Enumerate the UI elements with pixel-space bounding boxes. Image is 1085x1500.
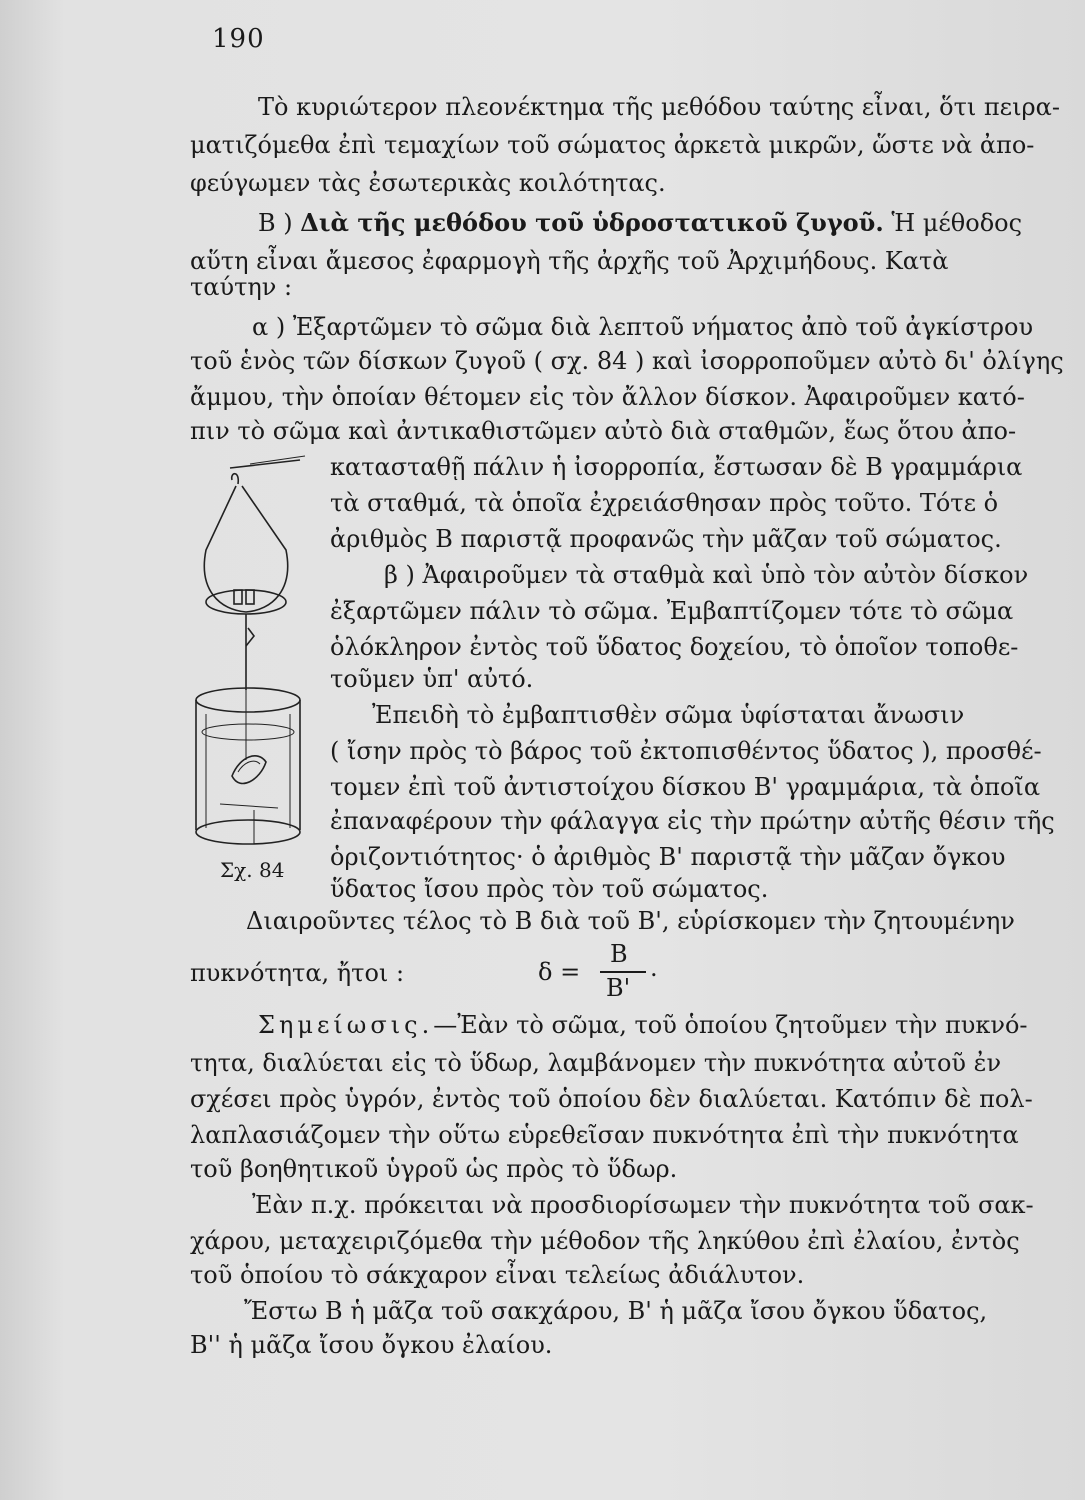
- paragraph-line: ταύτην :: [190, 273, 293, 301]
- step-a-line: α ) Ἐξαρτῶμεν τὸ σῶμα διὰ λεπτοῦ νήματος ἀπὸ τοῦ ἀγκίστρου: [252, 313, 1034, 341]
- step-a-line: τοῦ ἑνὸς τῶν δίσκων ζυγοῦ ( σχ. 84 ) καὶ ἰσορροποῦμεν αὐτὸ δι' ὀλίγης: [190, 347, 1064, 375]
- paragraph-line: ὁριζοντιότητος· ὁ ἀριθμὸς Β' παριστᾷ τὴν μᾶζαν ὄγκου: [330, 843, 1006, 871]
- formula-numerator: Β: [610, 940, 628, 968]
- step-a-line: πιν τὸ σῶμα καὶ ἀντικαθιστῶμεν αὐτὸ διὰ σταθμῶν, ἕως ὅτου ἀπο-: [190, 417, 1017, 445]
- note-label: Σημείωσις.: [258, 1011, 434, 1039]
- paragraph-line: ματιζόμεθα ἐπὶ τεμαχίων τοῦ σώματος ἀρκετὰ μικρῶν, ὥστε νὰ ἀπο-: [190, 131, 1035, 159]
- step-a-line: κατασταθῇ πάλιν ἡ ἰσορροπία, ἔστωσαν δὲ Β γραμμάρια: [330, 453, 1023, 481]
- step-b-line: ἐξαρτῶμεν πάλιν τὸ σῶμα. Ἐμβαπτίζομεν τότε τὸ σῶμα: [330, 597, 1014, 625]
- formula-lhs: δ =: [538, 958, 581, 986]
- paragraph-line: ὕδατος ἴσου πρὸς τὸν τοῦ σώματος.: [330, 875, 769, 903]
- step-a-line: ἄμμου, τὴν ὁποίαν θέτομεν εἰς τὸν ἄλλον δίσκον. Ἀφαιροῦμεν κατό-: [190, 383, 1025, 411]
- paragraph-line: ( ἴσην πρὸς τὸ βάρος τοῦ ἐκτοπισθέντος ὕδατος ), προσθέ-: [330, 737, 1042, 765]
- step-a-line: τὰ σταθμά, τὰ ὁποῖα ἐχρειάσθησαν πρὸς τοῦτο. Τότε ὁ: [330, 489, 999, 517]
- example-line: χάρου, μεταχειριζόμεθα τὴν μέθοδον τῆς ληκύθου ἐπὶ ἐλαίου, ἐντὸς: [190, 1227, 1020, 1255]
- paragraph-line: πυκνότητα, ἤτοι :: [190, 959, 405, 987]
- step-b-line: τοῦμεν ὑπ' αὐτό.: [330, 665, 534, 693]
- section-heading-line: [258, 208, 1022, 238]
- note-line: τητα, διαλύεται εἰς τὸ ὕδωρ, λαμβάνομεν τὴν πυκνότητα αὐτοῦ ἐν: [190, 1049, 1002, 1077]
- paragraph-line: Τὸ κυριώτερον πλεονέκτημα τῆς μεθόδου ταύτης εἶναι, ὅτι πειρα-: [258, 93, 1060, 121]
- example-line: Ἐὰν π.χ. πρόκειται νὰ προσδιορίσωμεν τὴν πυκνότητα τοῦ σακ-: [252, 1191, 1034, 1219]
- closing-line: Β'' ἡ μᾶζα ἴσου ὄγκου ἐλαίου.: [190, 1331, 553, 1359]
- formula-denominator: Β': [606, 974, 631, 1002]
- paragraph-line: φεύγωμεν τὰς ἐσωτερικὰς κοιλότητας.: [190, 169, 666, 197]
- step-b-line: β ) Ἀφαιροῦμεν τὰ σταθμὰ καὶ ὑπὸ τὸν αὐτὸν δίσκον: [384, 561, 1029, 589]
- note-line: [258, 1010, 1028, 1040]
- paragraph-line: ἐπαναφέρουν τὴν φάλαγγα εἰς τὴν πρώτην αὐτῆς θέσιν τῆς: [330, 807, 1055, 835]
- section-label: Β ): [258, 209, 301, 237]
- figure-caption: Σχ. 84: [220, 858, 285, 882]
- closing-line: Ἔστω Β ἡ μᾶζα τοῦ σακχάρου, Β' ἡ μᾶζα ἴσου ὄγκου ὕδατος,: [244, 1297, 988, 1325]
- note-line: λαπλασιάζομεν τὴν οὕτω εὑρεθεῖσαν πυκνότητα ἐπὶ τὴν πυκνότητα: [190, 1121, 1019, 1149]
- section-heading-rest: Ἡ μέθοδος: [883, 209, 1023, 237]
- note-line: τοῦ βοηθητικοῦ ὑγροῦ ὡς πρὸς τὸ ὕδωρ.: [190, 1155, 678, 1183]
- note-line: σχέσει πρὸς ὑγρόν, ἐντὸς τοῦ ὁποίου δὲν διαλύεται. Κατόπιν δὲ πολ-: [190, 1085, 1033, 1113]
- hydrostatic-balance-figure: [190, 450, 320, 890]
- paragraph-line: Ἐπειδὴ τὸ ἐμβαπτισθὲν σῶμα ὑφίσταται ἄνωσιν: [372, 701, 965, 729]
- page-number: 190: [212, 24, 265, 54]
- example-line: τοῦ ὁποίου τὸ σάκχαρον εἶναι τελείως ἀδιάλυτον.: [190, 1261, 805, 1289]
- note-rest: —Ἐὰν τὸ σῶμα, τοῦ ὁποίου ζητοῦμεν τὴν πυκνό-: [433, 1011, 1028, 1039]
- density-formula: [538, 940, 678, 1010]
- formula-end: .: [650, 954, 658, 982]
- section-heading: Διὰ τῆς μεθόδου τοῦ ὑδροστατικοῦ ζυγοῦ.: [300, 208, 884, 237]
- step-a-line: ἀριθμὸς Β παριστᾷ προφανῶς τὴν μᾶζαν τοῦ σώματος.: [330, 525, 1002, 553]
- paragraph-line: Διαιροῦντες τέλος τὸ Β διὰ τοῦ Β', εὑρίσκομεν τὴν ζητουμένην: [246, 907, 1015, 935]
- fraction-bar: [600, 971, 646, 973]
- paragraph-line: τομεν ἐπὶ τοῦ ἀντιστοίχου δίσκου Β' γραμμάρια, τὰ ὁποῖα: [330, 773, 1041, 801]
- step-b-line: ὁλόκληρον ἐντὸς τοῦ ὕδατος δοχείου, τὸ ὁποῖον τοποθε-: [330, 633, 1019, 661]
- paragraph-line: αὕτη εἶναι ἄμεσος ἐφαρμογὴ τῆς ἀρχῆς τοῦ Ἀρχιμήδους. Κατὰ: [190, 247, 949, 275]
